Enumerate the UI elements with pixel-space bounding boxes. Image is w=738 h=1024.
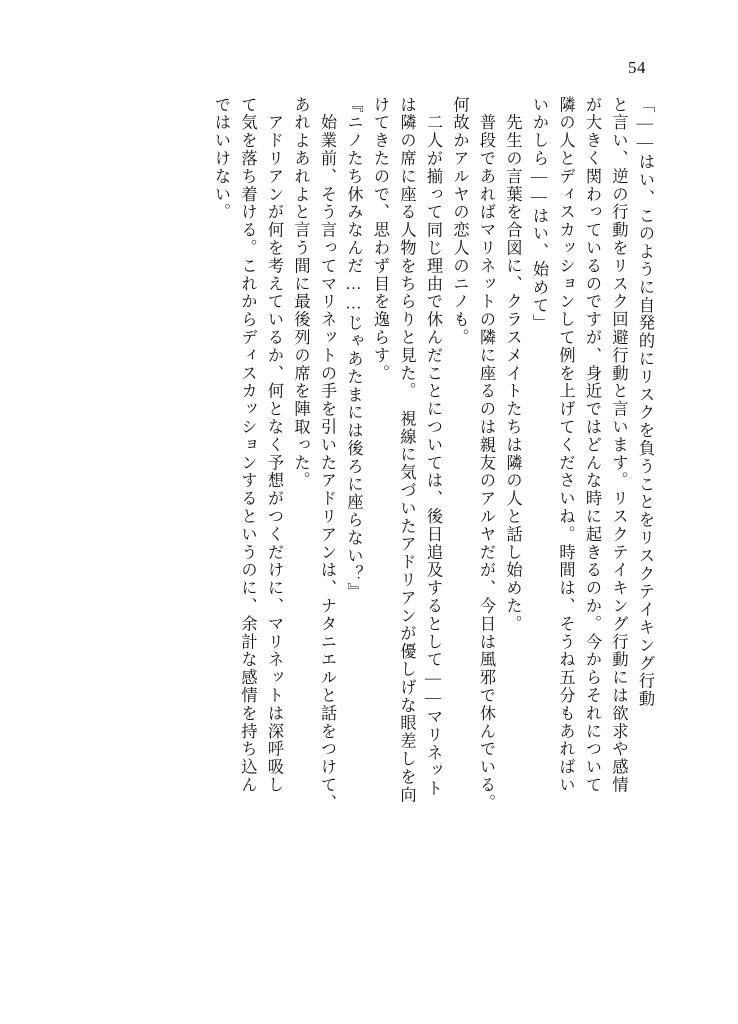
text-line: 何故かアルヤの恋人のニノも。 (450, 96, 469, 347)
vertical-text-body (96, 96, 658, 956)
text-line: あれよあれよと言う間に最後列の席を陣取った。 (291, 96, 310, 490)
text-line: 始業前、そう言ってマリネットの手を引いたアドリアンは、ナタニエルと話をつけて、 (318, 96, 336, 812)
text-line: 二人が揃って同じ理由で休んだことについては、後日追及するとして――マリネット (424, 96, 442, 798)
text-line: 「――はい、このように自発的にリスクを負うことをリスクテイキング行動 (636, 96, 654, 709)
text-line: が大きく関わっているのですが、身近ではどんな時に起きるのか。今からそれについて (583, 96, 601, 795)
page-number: 54 (628, 58, 646, 77)
text-line: は隣の席に座る人物をちらりと見た。 視線に気づいたアドリアンが優しげな眼差しを向 (397, 96, 416, 804)
text-line: て気を落ち着ける。これからディスカッションするというのに、余計な感情を持ち込ん (238, 96, 257, 795)
text-line: と言い、逆の行動をリスク回避行動と言います。リスクテイキング行動には欲求や感情 (609, 96, 628, 795)
text-line: 普段であればマリネットの隣に座るのは親友のアルヤだが、今日は風邪で休んでいる。 (477, 96, 495, 812)
text-line: いかしら――はい、始めて」 (530, 96, 548, 333)
text-line: けてきたので、思わず目を逸らす。 (371, 96, 389, 383)
text-line: アドリアンが何を考えているか、何となく予想がつくだけに、マリネットは深呼吸し (265, 96, 283, 795)
text-line: 先生の言葉を合図に、クラスメイトたちは隣の人と話し始めた。 (503, 96, 522, 633)
text-line: 『ニノたち休みなんだ……じゃあたまには後ろに座らない？』 (344, 96, 363, 601)
text-line: ではいけない。 (212, 96, 230, 222)
text-line: 隣の人とディスカッションして例を上げてくださいね。時間は、そうね五分もあればい (556, 96, 575, 795)
